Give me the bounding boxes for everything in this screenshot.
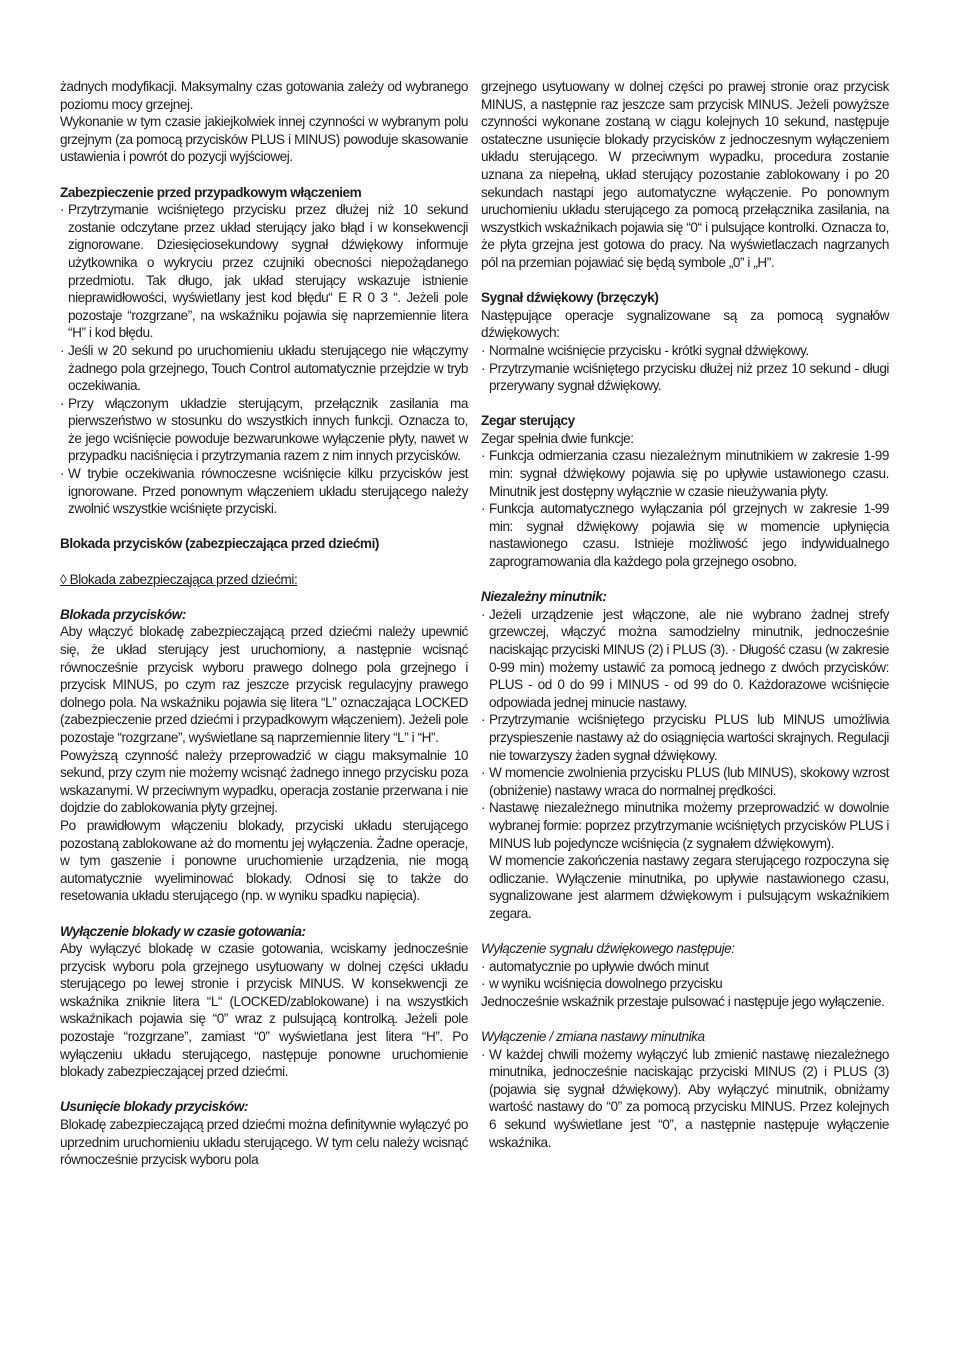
keylock-paragraph-3: Po prawidłowym włączeniu blokady, przyciski układu sterującego pozostaną zablokowane aż do momentu jej wyłączenia. Żadne operacje, w tym gaszenie i ponowne uruchomienie urządzenia, nie mogą automatycznie wyeliminować blokady. Odnosi się to także do resetowania układu sterującego (np. w wyniku spadku napięcia). xyxy=(60,817,468,904)
list-item: · Jeżeli urządzenie jest włączone, ale nie wybrano żadnej strefy grzewczej, włączyć można samodzielny minutnik, jednocześnie naciskając przyciski MINUS (2) i PLUS (3). · Długość czasu (w zakresie 0-99 min) możemy ustawić za pomocą jednego z dwóch przycisków: PLUS - od 0 do 99 i MINUS - od 99 do 0. Każdorazowe wciśnięcie odpowiada jednej minucie nastawy. xyxy=(481,606,889,712)
list-item: · W momencie zwolnienia przycisku PLUS (lub MINUS), skokowy wzrost (obniżenie) nastawy wraca do normalnej prędkości. xyxy=(481,764,889,799)
intro-paragraph-1: żadnych modyfikacji. Maksymalny czas gotowania zależy od wybranego poziomu mocy grzejnej. xyxy=(60,79,468,112)
buzzer-off-list xyxy=(481,958,889,993)
timer-change-heading: Wyłączenie / zmiana nastawy minutnika xyxy=(481,1029,705,1045)
timer-end-paragraph: W momencie zakończenia nastawy zegara sterującego rozpoczyna się odliczanie. Wyłączenie minutnika, po upływie nastawionego czasu, sygnalizowane jest alarmem dźwiękowym i pulsującym wskaźnikiem zegara. xyxy=(489,853,889,921)
timer-change-list xyxy=(481,1046,889,1152)
list-item: · Przy włączonym układzie sterującym, przełącznik zasilania ma pierwszeństwo w stosunku do wszystkich innych funkcji. Oznacza to, że jego wciśnięcie powoduje bezwarunkowe wyłączenie płyty, nawet w przypadku naciśnięcia i przytrzymania razem z nim innych przycisków. xyxy=(60,395,468,465)
keylock-paragraph-1: Aby włączyć blokadę zabezpieczającą przed dziećmi należy upewnić się, że układ sterujący jest uruchomiony, a następnie wcisnąć równocześnie przycisk wyboru prawego dolnego pola grzejnego i przycisk MINUS, po czym raz jeszcze przycisk regulacyjny prawego dolnego pola. Na wskaźniku pojawia się litera “L” oznaczająca LOCKED (zabezpieczenie przed dziećmi i przypadkowym włączeniem). Jeżeli pole pozostaje “rozgrzane”, wyświetlane są naprzemiennie litery “L” i “H”. xyxy=(60,624,468,745)
lock-removal-paragraph: Blokadę zabezpieczającą przed dziećmi można definitywnie wyłączyć po uprzednim uruchomieniu układu sterującego. W tym celu należy wcisnąć równocześnie przycisk wyboru pola xyxy=(60,1117,468,1168)
safety-list xyxy=(60,201,468,518)
timer-heading: Niezależny minutnik: xyxy=(481,589,607,605)
buzzer-off-note: Jednocześnie wskaźnik przestaje pulsować i następuje jego wyłączenie. xyxy=(481,993,885,1009)
keylock-paragraph-2: Powyższą czynność należy przeprowadzić w ciągu maksymalnie 10 sekund, przy czym nie możemy wcisnąć żadnego innego przycisku poza wskazanymi. W przeciwnym wypadku, operacja zostanie przerwana i nie dojdzie do zablokowania płyty grzejnej. xyxy=(60,747,468,816)
lock-removal-heading: Usunięcie blokady przycisków: xyxy=(60,1099,248,1115)
left-column xyxy=(60,78,468,1169)
list-item: · Przytrzymanie wciśniętego przycisku PLUS lub MINUS umożliwia przyspieszenie nastawy aż do osiągnięcia wartości skrajnych. Regulacji nie towarzyszy żaden sygnał dźwiękowy. xyxy=(481,711,889,764)
list-item: · automatycznie po upływie dwóch minut xyxy=(481,958,889,976)
buzzer-heading: Sygnał dźwiękowy (brzęczyk) xyxy=(481,290,659,306)
list-item: · w wyniku wciśnięcia dowolnego przycisku xyxy=(481,975,889,993)
list-item: · Normalne wciśnięcie przycisku - krótki sygnał dźwiękowy. xyxy=(481,342,889,360)
lock-removal-continued: grzejnego usytuowany w dolnej części po prawej stronie oraz przycisk MINUS, a następnie raz jeszcze sam przycisk MINUS. Jeżeli powyższe czynności wykonane zostaną w ciągu kolejnych 10 sekund, następuje ostateczne usunięcie blokady przycisków z jednoczesnym wyłączeniem układu sterującego. W przeciwnym wypadku, procedura zostanie uznana za niepełną, układ sterujący pozostanie zablokowany i po 20 sekundach nastąpi jego automatyczne wyłączenie. Po ponownym uruchomieniu układu sterującego za pomocą przełącznika zasilania, na wszystkich wskaźnikach pojawia się “0“ i pulsujące kontrolki. Oznacza to, że płyta grzejna jest gotowa do pracy. Na wyświetlaczach nagrzanych pól na przemian pojawiać się będą symbole „0” i „H”. xyxy=(481,79,889,270)
cooking-unlock-heading: Wyłączenie blokady w czasie gotowania: xyxy=(60,923,306,939)
list-item: · Funkcja automatycznego wyłączania pól grzejnych w zakresie 1-99 min: sygnał dźwiękowy pojawia się w momencie upłynięcia nastawionego czasu. Istnieje możliwość jego indywidualnego zaprogramowania dla każdego pola grzejnego osobno. xyxy=(481,500,889,570)
buzzer-intro: Następujące operacje sygnalizowane są za pomocą sygnałów dźwiękowych: xyxy=(481,307,889,341)
safety-heading: Zabezpieczenie przed przypadkowym włączeniem xyxy=(60,184,362,200)
list-item: · Funkcja odmierzania czasu niezależnym minutnikiem w zakresie 1-99 min: sygnał dźwiękowy pojawia się po upływie ustawionego czasu. Minutnik jest dostępny wyłącznie w czasie nieużywania płyty. xyxy=(481,447,889,500)
clock-intro: Zegar spełnia dwie funkcje: xyxy=(481,430,634,446)
list-item: · Jeśli w 20 sekund po uruchomieniu układu sterującego nie włączymy żadnego pola grzejnego, Touch Control automatycznie przejdzie w tryb oczekiwania. xyxy=(60,342,468,395)
intro-paragraph-2: Wykonanie w tym czasie jakiejkolwiek innej czynności w wybranym polu grzejnym (za pomocą przycisków PLUS i MINUS) powoduje skasowanie ustawienia i powrót do pozycji wyjściowej. xyxy=(60,114,468,165)
keylock-heading: Blokada przycisków: xyxy=(60,606,186,622)
child-lock-heading: Blokada przycisków (zabezpieczająca przed dziećmi) xyxy=(60,536,379,552)
list-item: · Przytrzymanie wciśniętego przycisku przez dłużej niż 10 sekund zostanie odczytane przez układ sterujący jako błąd i w konsekwencji zignorowane. Dziesięciosekundowy sygnał dźwiękowy informuje użytkownika o wykryciu przez czujniki obecności niepożądanego przedmiotu. Tak długo, jak układ sterujący wskazuje istnienie nieprawidłowości, wyświetlany jest kod błędu“ E R 0 3 “. Jeżeli pole pozostaje “rozgrzane”, na wskaźniku pojawia się naprzemiennie litera “H” i kod błędu. xyxy=(60,201,468,342)
cooking-unlock-paragraph: Aby wyłączyć blokadę w czasie gotowania, wciskamy jednocześnie przycisk wyboru pola grzejnego usytuowany w dolnej części układu sterującego po lewej stronie i przycisk MINUS. W konsekwencji ze wskaźnika zniknie litera “L“ (LOCKED/zablokowane) i na wszystkich wskaźnikach pojawia się “0” wraz z pulsującą kontrolką. Jeżeli pole pozostaje “rozgrzane”, zamiast “0” wyświetlana jest litera “H”. Po wyłączeniu układu sterującego, następuje ponowne uruchomienie blokady zabezpieczającej przed dziećmi. xyxy=(60,941,468,1080)
clock-list xyxy=(481,447,889,570)
child-lock-subheading: ◊ Blokada zabezpieczająca przed dziećmi: xyxy=(60,571,298,587)
right-column xyxy=(481,78,889,1151)
list-item: · Nastawę niezależnego minutnika możemy przeprowadzić w dowolnie wybranej formie: poprzez przytrzymanie wciśniętych przycisków PLUS i MINUS lub pojedyncze wciśnięcia (z sygnałem dźwiękowym). xyxy=(481,799,889,852)
list-item: · Przytrzymanie wciśniętego przycisku dłużej niż przez 10 sekund - długi przerywany sygnał dźwiękowy. xyxy=(481,360,889,395)
list-item: · W każdej chwili możemy wyłączyć lub zmienić nastawę niezależnego minutnika, jednocześnie naciskając przyciski MINUS (2) i PLUS (3) (pojawia się sygnał dźwiękowy). Aby wyłączyć minutnik, obniżamy wartość nastawy do “0” za pomocą przycisku MINUS. Przez kolejnych 6 sekund wyświetlane jest “0”, a następnie następuje wyłączenie wskaźnika. xyxy=(481,1046,889,1152)
list-item: · W trybie oczekiwania równoczesne wciśnięcie kilku przycisków jest ignorowane. Przed ponownym włączeniem układu sterującego należy zwolnić wszystkie wciśnięte przyciski. xyxy=(60,465,468,518)
buzzer-off-heading: Wyłączenie sygnału dźwiękowego następuje: xyxy=(481,941,735,957)
clock-heading: Zegar sterujący xyxy=(481,413,575,429)
buzzer-list xyxy=(481,342,889,395)
timer-list xyxy=(481,606,889,852)
